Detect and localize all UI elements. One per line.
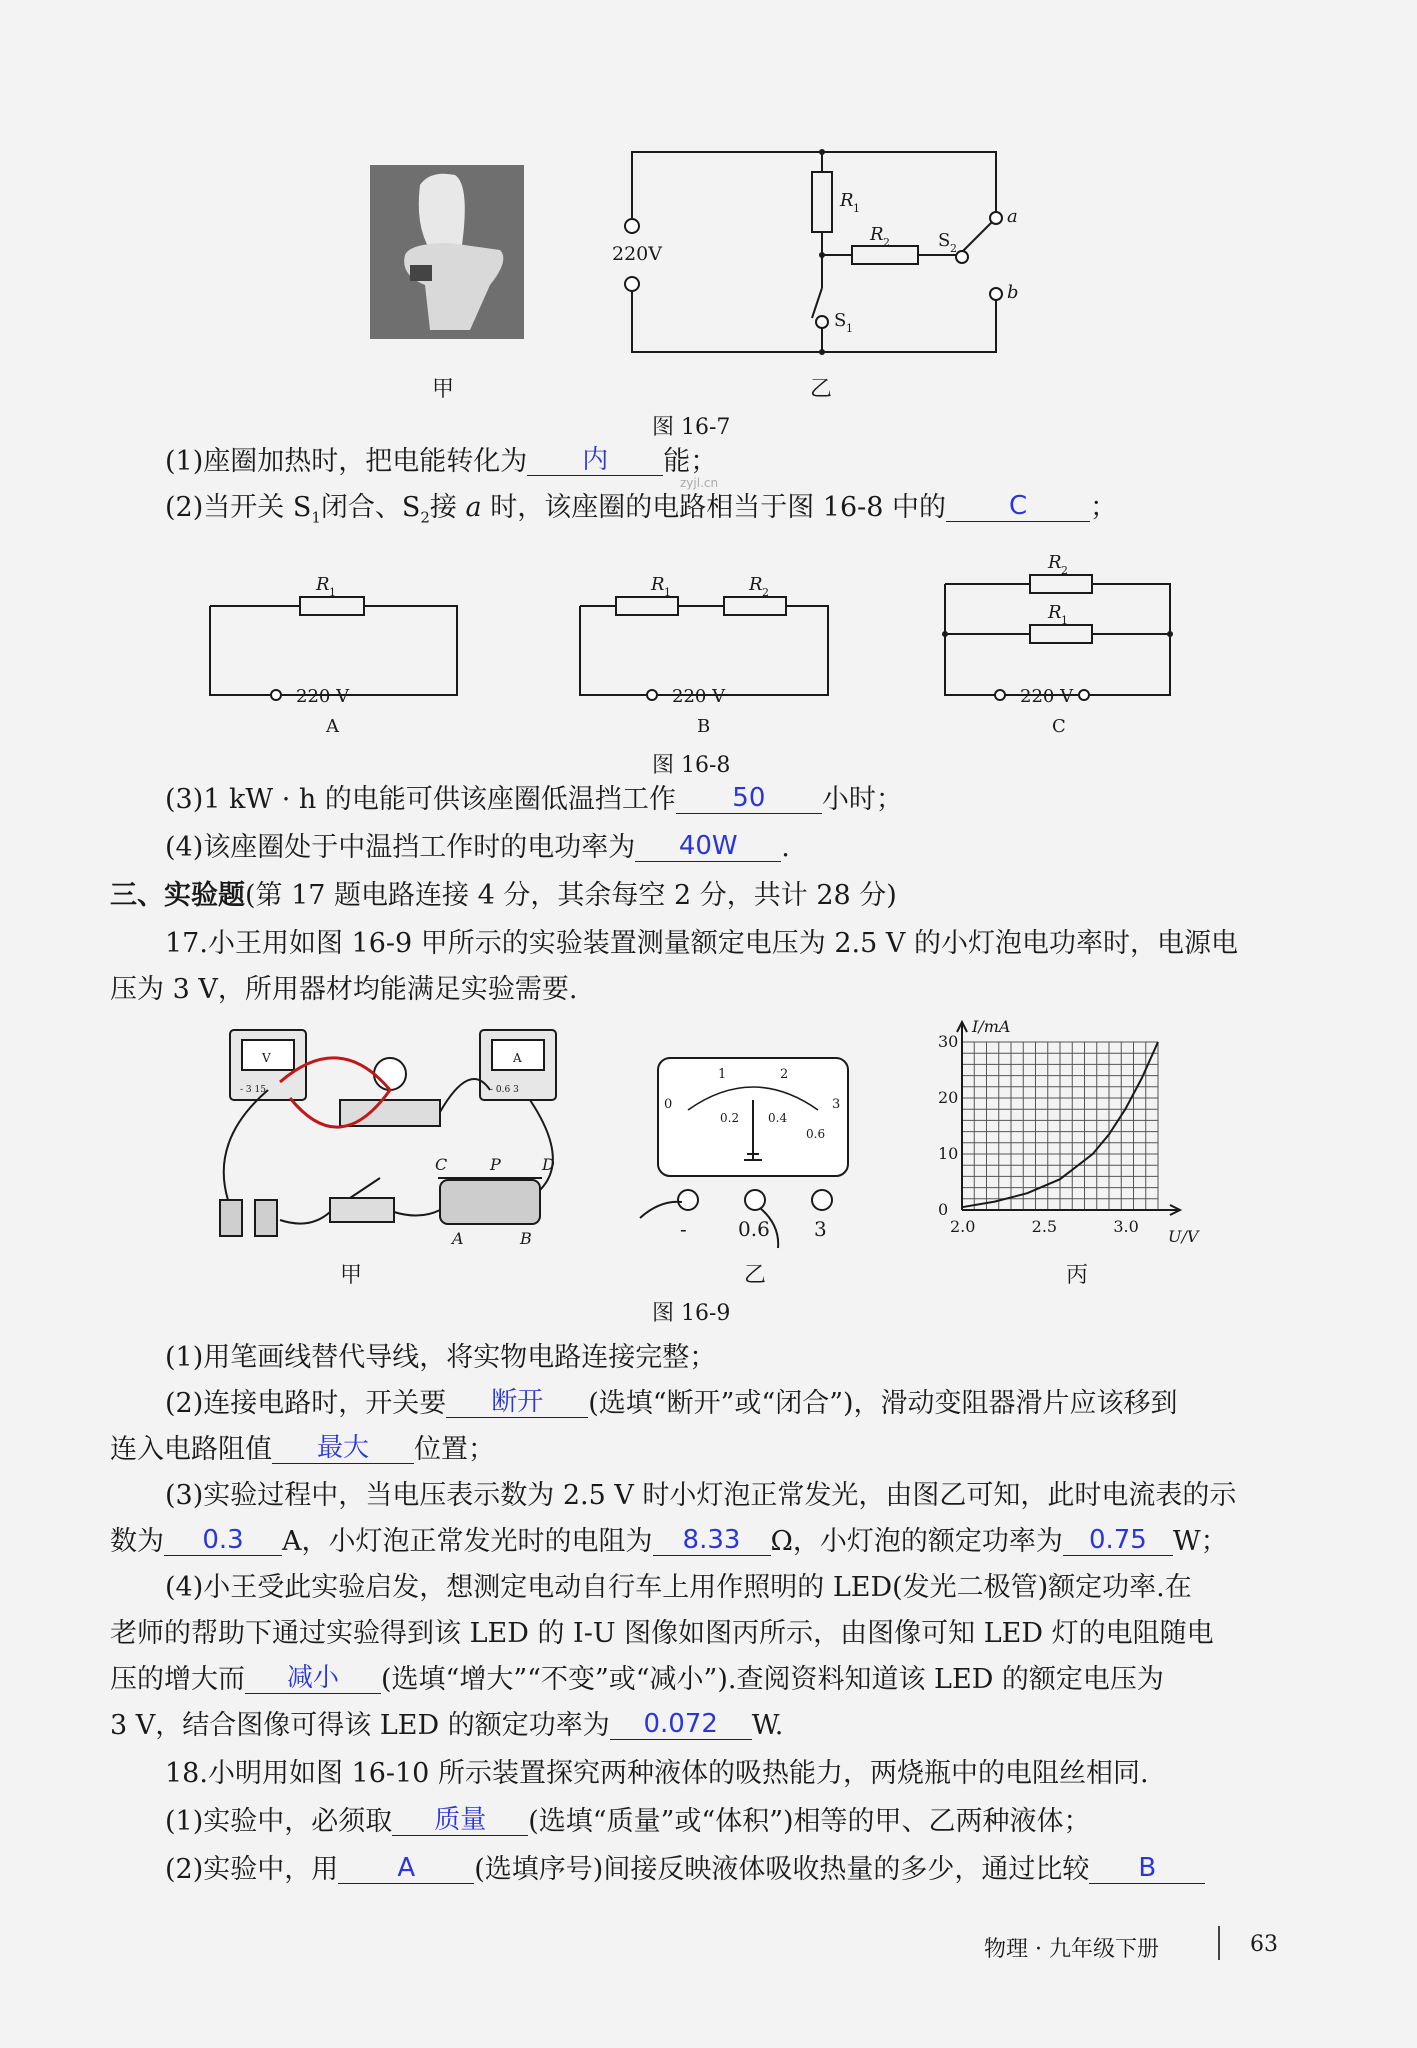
- fig167-voltage-label: 220V: [612, 243, 662, 265]
- fig167-b-label: b: [1007, 282, 1019, 303]
- q17-p3b-text4: W；: [1172, 1526, 1228, 1557]
- chart-xlabel: U/V: [1168, 1227, 1199, 1246]
- q17-p2-post: (选填“断开”或“闭合”)，滑动变阻器滑片应该移到: [588, 1388, 1178, 1419]
- x-tick-label: 2.0: [950, 1217, 976, 1236]
- fig167-r2-label: R: [870, 224, 884, 245]
- fig167-s2-sub: 2: [950, 242, 957, 255]
- fig168-c-r1-sub: 1: [1061, 614, 1068, 627]
- q18-p2-answer[interactable]: A: [338, 1853, 474, 1884]
- rheostat-p: P: [490, 1155, 501, 1174]
- voltmeter-scale: - 3 15: [240, 1085, 266, 1095]
- q17-part4-line2: 老师的帮助下通过实验得到该 LED 的 I-U 图像如图丙所示，由图像可知 LED 灯的电阻随电: [110, 1618, 1214, 1649]
- dial-label-06: 0.6: [806, 1127, 826, 1141]
- q16-part1: [165, 444, 717, 480]
- bulb-icon: [374, 1058, 406, 1090]
- q17-p4-4-answer[interactable]: 0.072: [610, 1709, 752, 1740]
- terminal-3[interactable]: [812, 1190, 832, 1210]
- q17-p2-text: (2)连接电路时，开关要: [165, 1388, 447, 1419]
- fig168-b-r1-sub: 1: [664, 586, 671, 599]
- fig168-a-r-label: R: [316, 574, 330, 595]
- q17-p4-4-post: W.: [751, 1710, 784, 1741]
- fig168-b-label: B: [697, 716, 711, 737]
- fig167-jia-label: 甲: [432, 377, 455, 402]
- fig168-b-voltage: 220 V: [672, 686, 726, 707]
- page-number: 63: [1250, 1932, 1278, 1957]
- fig167-r2-sub: 2: [883, 236, 890, 249]
- q16-p2-text1: (2)当开关 S: [165, 492, 312, 523]
- fig169-bing-label: 丙: [1066, 1263, 1089, 1288]
- fig168-b-r2-sub: 2: [762, 586, 769, 599]
- terminal-06[interactable]: [745, 1190, 765, 1210]
- y-tick-label: 20: [938, 1088, 959, 1107]
- fig168-a-r-sub: 1: [329, 586, 336, 599]
- q16-p2-answer[interactable]: C: [946, 491, 1090, 522]
- q17-p2b-text: 连入电路阻值: [110, 1434, 272, 1465]
- fig168-c-r2-label: R: [1048, 552, 1062, 573]
- battery-2-icon: [255, 1200, 277, 1236]
- q17-part1: (1)用笔画线替代导线，将实物电路连接完整；: [165, 1342, 717, 1373]
- chart-grid: [962, 1042, 1158, 1210]
- q17-p4-3-text: 压的增大而: [110, 1664, 245, 1695]
- q17-part3: (3)实验过程中，当电压表示数为 2.5 V 时小灯泡正常发光，由图乙可知，此时电流表的示: [165, 1480, 1237, 1511]
- q18-p1-text: (1)实验中，必须取: [165, 1806, 393, 1837]
- fig169-iu-chart: [920, 1020, 1220, 1260]
- terminal-label-neg: -: [680, 1217, 687, 1241]
- chart-axes: [957, 1022, 1180, 1215]
- dial-label-1: 1: [718, 1067, 727, 1082]
- q17-p2b-post: 位置；: [414, 1434, 495, 1465]
- q17-p3b-answer3[interactable]: 0.75: [1063, 1525, 1173, 1556]
- x-tick-label: 2.5: [1031, 1217, 1058, 1236]
- terminal-label-3: 3: [814, 1217, 827, 1241]
- fig168-a-voltage: 220 V: [296, 686, 350, 707]
- q16-p4-answer[interactable]: 40W: [635, 831, 781, 862]
- battery-1-icon: [220, 1200, 242, 1236]
- terminal-label-06: 0.6: [738, 1217, 770, 1241]
- q17-p4-3-post: (选填“增大”“不变”或“减小”).查阅资料知道该 LED 的额定电压为: [381, 1664, 1164, 1695]
- q16-p2-a: a: [465, 492, 482, 523]
- q17-part4-line4: [110, 1708, 783, 1744]
- y-tick-label: 30: [938, 1032, 959, 1051]
- q16-p2-text2: 闭合、S: [320, 492, 421, 523]
- dial-label-04: 0.4: [768, 1111, 788, 1125]
- q17-intro1: 17.小王用如图 16-9 甲所示的实验装置测量额定电压为 2.5 V 的小灯泡电功率时，电源电: [165, 928, 1238, 959]
- dial-label-02: 0.2: [720, 1111, 740, 1125]
- q16-p2-sub2: 2: [420, 508, 430, 527]
- q17-p3b-answer2[interactable]: 8.33: [653, 1525, 771, 1556]
- fig168-c-label: C: [1052, 716, 1066, 737]
- toilet-illustration: [370, 165, 524, 339]
- q17-p3b-answer1[interactable]: 0.3: [164, 1525, 282, 1556]
- footer-divider: [1218, 1926, 1220, 1960]
- q17-p2b-answer[interactable]: 最大: [272, 1433, 414, 1464]
- ammeter-scale: - 0.6 3: [490, 1085, 519, 1095]
- fig167-s1-label: S: [834, 310, 847, 331]
- dial-label-0: 0: [664, 1097, 673, 1112]
- rheostat-b: B: [520, 1229, 532, 1248]
- fig168-b-r1-label: R: [651, 574, 665, 595]
- q16-p1-answer[interactable]: 内: [527, 445, 663, 476]
- y-tick-label: 10: [938, 1144, 959, 1163]
- q18-p1-answer[interactable]: 质量: [392, 1805, 528, 1836]
- q16-p2-text3: 接: [429, 492, 466, 523]
- watermark: zyjl.cn: [680, 476, 719, 490]
- q18-part2: [165, 1852, 1205, 1888]
- rheostat-c: C: [435, 1155, 448, 1174]
- q17-p3b-text2: A，小灯泡正常发光时的电阻为: [282, 1526, 653, 1557]
- q16-p2-sub1: 1: [311, 508, 321, 527]
- q17-part3b: [110, 1524, 1228, 1560]
- fig169-yi-label: 乙: [744, 1263, 767, 1288]
- q17-part4-line1: (4)小王受此实验启发，想测定电动自行车上用作照明的 LED(发光二极管)额定功率.在: [165, 1572, 1192, 1603]
- switch-icon: [330, 1198, 394, 1222]
- terminal-neg[interactable]: [678, 1190, 698, 1210]
- ammeter-symbol: A: [513, 1051, 522, 1065]
- q17-p4-3-answer[interactable]: 减小: [245, 1663, 381, 1694]
- q18-p2-text: (2)实验中，用: [165, 1854, 339, 1885]
- voltmeter-symbol: V: [262, 1051, 271, 1065]
- q16-p3-answer[interactable]: 50: [676, 783, 822, 814]
- fig169-ammeter-dial: [620, 1050, 880, 1250]
- rheostat-d: D: [542, 1155, 555, 1174]
- q16-p3-text: (3)1 kW · h 的电能可供该座圈低温挡工作: [165, 784, 676, 815]
- q17-p4-4-text: 3 V，结合图像可得该 LED 的额定功率为: [110, 1710, 610, 1741]
- q18-p1-post: (选填“质量”或“体积”)相等的甲、乙两种液体；: [528, 1806, 1091, 1837]
- fig168-caption: 图 16-8: [652, 753, 731, 778]
- q17-part2b: [110, 1432, 495, 1468]
- dial-label-3: 3: [832, 1097, 841, 1112]
- fig167-circuit: [600, 140, 1040, 400]
- q17-p2-answer[interactable]: 断开: [446, 1387, 588, 1418]
- fig169-jia-label: 甲: [340, 1263, 363, 1288]
- fig168-b-r2-label: R: [749, 574, 763, 595]
- q16-part4: [165, 830, 790, 866]
- fig167-r1-label: R: [840, 190, 854, 211]
- q17-part2: [165, 1386, 1178, 1422]
- q17-intro2: 压为 3 V，所用器材均能满足实验需要.: [110, 974, 578, 1005]
- q16-p2-post: ；: [1090, 492, 1118, 523]
- fig167-a-label: a: [1007, 206, 1018, 227]
- q17-p3b-text1: 数为: [110, 1526, 164, 1557]
- fig169-caption: 图 16-9: [652, 1301, 731, 1326]
- q17-p3b-text3: Ω，小灯泡的额定功率为: [770, 1526, 1063, 1557]
- q16-p2-text4: 时，该座圈的电路相当于图 16-8 中的: [481, 492, 947, 523]
- section3-note: (第 17 题电路连接 4 分，其余每空 2 分，共计 28 分): [245, 880, 897, 911]
- q18-part1: [165, 1804, 1091, 1840]
- x-tick-label: 3.0: [1113, 1217, 1139, 1236]
- q16-p3-post: 小时；: [821, 784, 903, 815]
- q16-part2: [165, 490, 1117, 535]
- fig167-r1-sub: 1: [853, 202, 860, 215]
- q18-p2-mid: (选填序号)间接反映液体吸收热量的多少，通过比较: [474, 1854, 1090, 1885]
- fig168-c-r1-label: R: [1048, 602, 1062, 623]
- dial-label-2: 2: [780, 1067, 789, 1082]
- fig167-caption: 图 16-7: [652, 415, 731, 440]
- q16-part3: [165, 782, 903, 818]
- q18-intro: 18.小明用如图 16-10 所示装置探究两种液体的吸热能力，两烧瓶中的电阻丝相同.: [165, 1758, 1149, 1789]
- fig168-a-label: A: [326, 716, 339, 737]
- toilet-photo: [370, 165, 524, 339]
- fig168-circuits: [200, 550, 1200, 750]
- q18-p2-answer2[interactable]: B: [1089, 1853, 1205, 1884]
- section3-title: 三、实验题: [110, 880, 245, 911]
- rheostat-icon: [440, 1180, 540, 1224]
- y-tick-label: 0: [938, 1200, 949, 1219]
- q16-p1-post: 能；: [663, 446, 718, 477]
- q16-p1-text: (1)座圈加热时，把电能转化为: [165, 446, 528, 477]
- footer-book-title: 物理 · 九年级下册: [984, 1937, 1159, 1962]
- fig167-s1-sub: 1: [846, 322, 853, 335]
- q16-p4-post: .: [781, 832, 790, 863]
- rheostat-a: A: [452, 1229, 464, 1248]
- chart-ylabel: I/mA: [972, 1020, 1011, 1036]
- q16-p4-text: (4)该座圈处于中温挡工作时的电功率为: [165, 832, 636, 863]
- fig169-apparatus: [190, 1020, 600, 1250]
- fig168-c-r2-sub: 2: [1061, 564, 1068, 577]
- fig168-c-voltage: 220 V: [1020, 686, 1074, 707]
- section3-heading: [110, 878, 897, 914]
- fig167-s2-label: S: [938, 230, 951, 251]
- fig167-yi-label: 乙: [810, 377, 833, 402]
- q17-part4-line3: [110, 1662, 1164, 1698]
